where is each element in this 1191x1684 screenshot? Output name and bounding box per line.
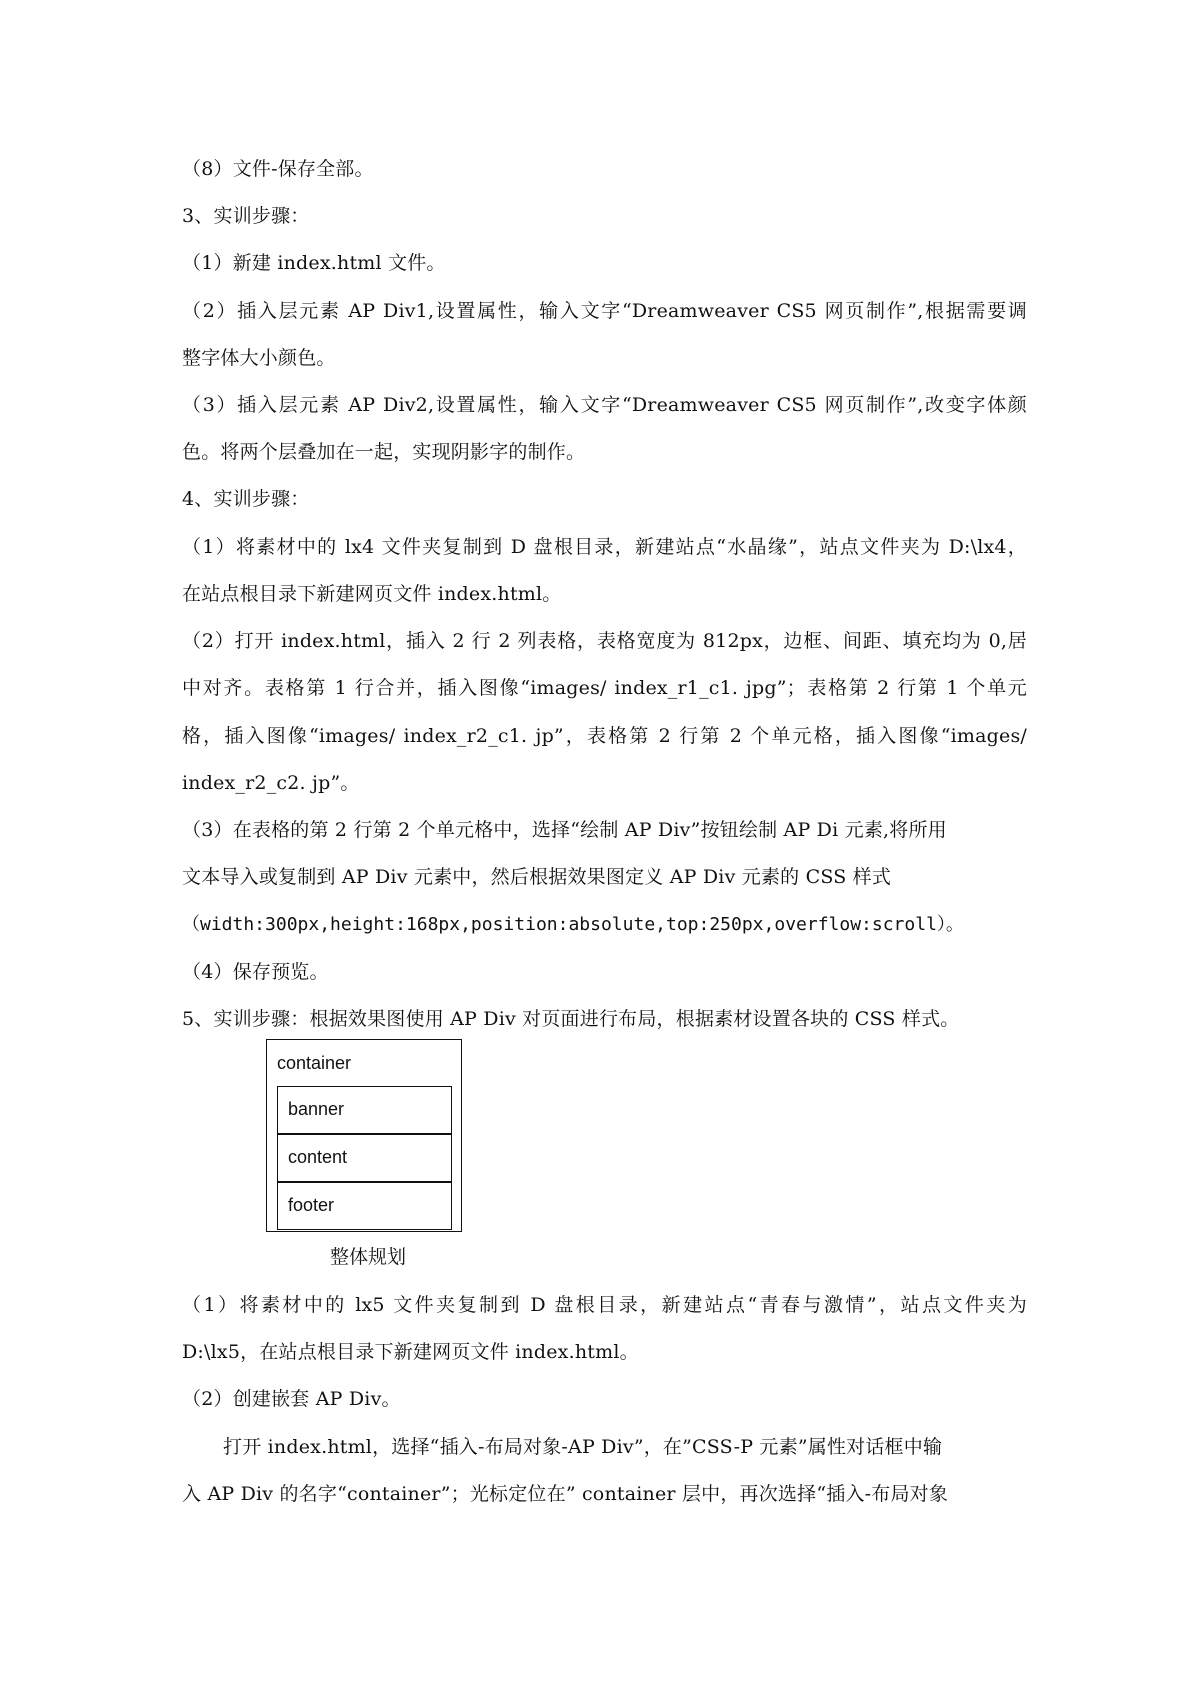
text-line: 色。将两个层叠加在一起，实现阴影字的制作。 [182,441,586,463]
banner-label: banner [288,1099,345,1119]
text-line: （3）插入层元素 AP Div2,设置属性，输入文字“Dreamweaver CS5 网页制作”,改变字体颜 [182,394,1027,416]
banner-box [277,1086,452,1134]
text-line: （3）在表格的第 2 行第 2 个单元格中，选择“绘制 AP Div”按钮绘制 AP Di 元素,将所用 [182,819,947,841]
content-label: content [288,1147,348,1167]
text-line: index_r2_c2. jp”。 [182,772,360,794]
css-code-line: （width:300px,height:168px,position:absolute,top:250px,overflow:scroll）。 [182,914,964,935]
text-line: （1）将素材中的 lx4 文件夹复制到 D 盘根目录，新建站点“水晶缘”，站点文件夹为 D:\lx4， [182,536,1027,558]
text-line: 整字体大小颜色。 [182,347,336,369]
text-line: （2）插入层元素 AP Div1,设置属性，输入文字“Dreamweaver CS5 网页制作”,根据需要调 [182,300,1027,322]
text-line: 中对齐。表格第 1 行合并，插入图像“images/ index_r1_c1. jpg”；表格第 2 行第 1 个单元 [182,677,1027,699]
text-line: （2）创建嵌套 AP Div。 [182,1388,401,1410]
text-line: 文本导入或复制到 AP Div 元素中，然后根据效果图定义 AP Div 元素的 CSS 样式 [182,866,892,888]
container-label: container [277,1053,352,1073]
content-box [277,1134,452,1182]
text-line: （4）保存预览。 [182,961,329,983]
section-heading: 4、实训步骤： [182,488,310,510]
text-line: （1）将素材中的 lx5 文件夹复制到 D 盘根目录，新建站点“青春与激情”，站点文件夹为 [182,1294,1027,1316]
text-line: （8）文件-保存全部。 [182,158,374,180]
text-line: D:\lx5，在站点根目录下新建网页文件 index.html。 [182,1341,639,1363]
layout-diagram-container [266,1039,462,1232]
footer-box [277,1182,452,1230]
section-heading: 5、实训步骤：根据效果图使用 AP Div 对页面进行布局，根据素材设置各块的 CSS 样式。 [182,1008,960,1030]
footer-label: footer [288,1195,335,1215]
diagram-caption: 整体规划 [330,1246,407,1268]
text-line: 打开 index.html，选择“插入-布局对象-AP Div”，在”CSS-P 元素”属性对话框中输 [223,1436,943,1458]
text-line: （1）新建 index.html 文件。 [182,252,446,274]
text-line: 入 AP Div 的名字“container”；光标定位在” container 层中，再次选择“插入-布局对象 [182,1483,949,1505]
text-line: （2）打开 index.html，插入 2 行 2 列表格，表格宽度为 812px，边框、间距、填充均为 0,居 [182,630,1027,652]
text-line: 格，插入图像“images/ index_r2_c1. jp”，表格第 2 行第 2 个单元格，插入图像“images/ [182,725,1027,747]
text-line: 在站点根目录下新建网页文件 index.html。 [182,583,562,605]
section-heading: 3、实训步骤： [182,205,310,227]
